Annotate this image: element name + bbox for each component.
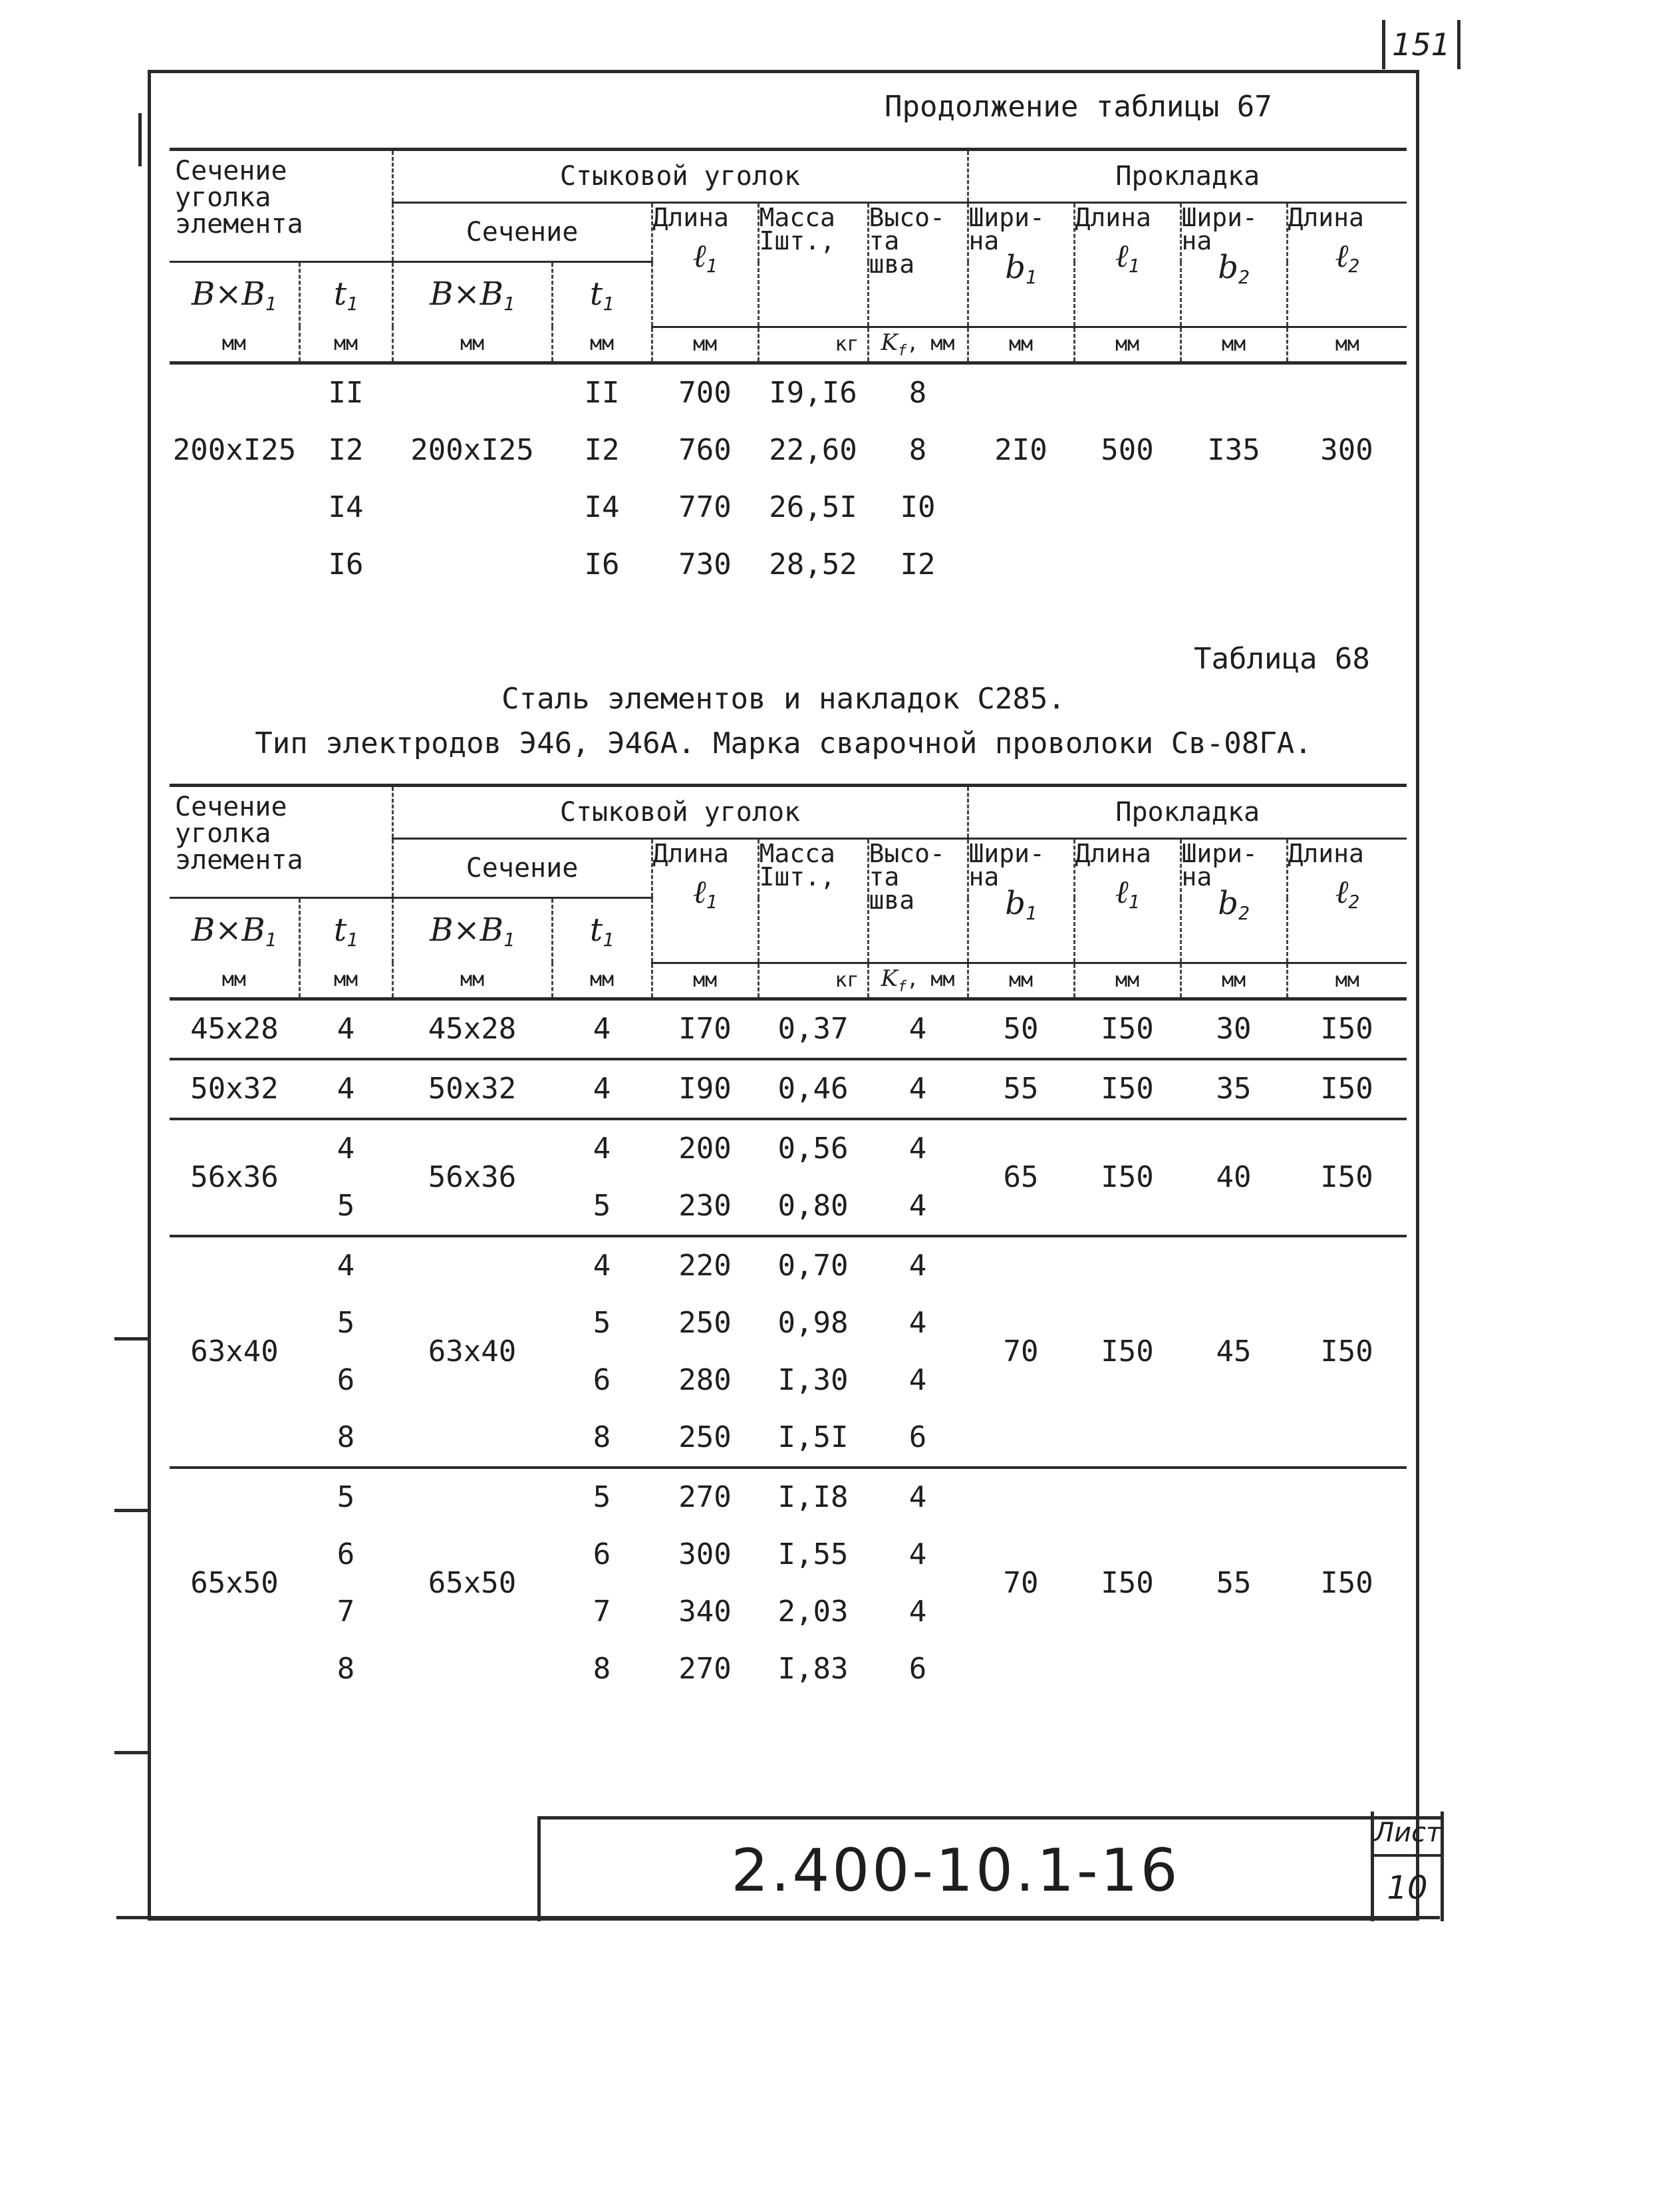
gasket-width-b1-cell	[968, 536, 1074, 593]
angle-thickness-cell: 4	[593, 1012, 611, 1046]
header-butt-angle: Стыковой уголок	[392, 150, 968, 203]
mass-cell: 0,70	[758, 1236, 868, 1295]
element-thickness-cell: 6	[337, 1537, 355, 1571]
mass-cell: I9,I6	[769, 376, 857, 410]
weld-height-cell: 4	[908, 1595, 927, 1629]
mass-cell: 2,03	[777, 1595, 849, 1629]
element-thickness-cell: 8	[337, 1420, 355, 1454]
element-thickness-cell: 4	[299, 1119, 392, 1178]
unit-mm: мм	[170, 963, 299, 999]
element-section-cell: 65x50	[170, 1468, 299, 1698]
gasket-width-b2-cell: 45	[1180, 1236, 1287, 1468]
gasket-width-b1-cell	[968, 363, 1074, 422]
header-length: Длина ℓ$_1$	[652, 839, 758, 963]
table-row	[170, 1236, 1407, 1295]
unit-mm: мм	[1074, 327, 1180, 363]
header-width-b2: Шири- на $b_2$	[1180, 839, 1287, 963]
gasket-length-l2-cell: I50	[1287, 1236, 1407, 1468]
angle-section-cell	[392, 479, 552, 536]
mass-cell: 22,60	[769, 433, 857, 467]
length-cell: 280	[678, 1363, 732, 1397]
gasket-width-b2-cell	[1180, 536, 1287, 593]
header-butt-angle: Стыковой уголок	[392, 786, 968, 839]
gasket-width-b2-cell: 55	[1180, 1468, 1287, 1698]
element-thickness-cell: 4	[337, 1012, 355, 1046]
unit-mm: мм	[968, 327, 1074, 363]
header-angle-t: $t_1$	[552, 898, 652, 963]
header-length-l1: Длина ℓ$_1$	[1074, 203, 1180, 327]
length-cell: 270	[652, 1468, 758, 1526]
unit-kf-mm: $K_f$, мм	[868, 963, 968, 999]
table-row	[170, 363, 1407, 422]
angle-thickness-cell: 8	[593, 1420, 611, 1454]
element-thickness-cell: 5	[337, 1189, 355, 1223]
element-section-cell: 200xI25	[172, 433, 297, 467]
weld-height-cell: 4	[908, 1363, 927, 1397]
gasket-width-b2-cell: 40	[1180, 1119, 1287, 1236]
gasket-width-b1-cell: 70	[968, 1468, 1074, 1698]
header-bxb: $B\times B_1$	[191, 275, 277, 315]
angle-thickness-cell: 5	[552, 1468, 652, 1526]
element-thickness-cell: 8	[337, 1652, 355, 1686]
gasket-length-l2-cell: I50	[1320, 1012, 1373, 1046]
length-cell: 200	[652, 1119, 758, 1178]
gasket-length-l2-cell: I50	[1287, 1059, 1407, 1119]
unit-mm: мм	[1074, 963, 1180, 999]
element-section-cell: 50x32	[170, 1059, 299, 1119]
unit-mm: мм	[1180, 963, 1287, 999]
mass-cell: I,55	[777, 1537, 849, 1571]
header-section: Сечение	[392, 203, 652, 262]
gasket-length-l1-cell: 500	[1101, 433, 1154, 467]
unit-kg: кг	[758, 327, 868, 363]
element-thickness-cell: I6	[328, 548, 364, 581]
table-header	[170, 150, 1407, 363]
unit-mm: мм	[652, 327, 758, 363]
header-gasket: Прокладка	[968, 786, 1407, 839]
table-68-body	[170, 999, 1407, 1698]
weld-height-cell: 4	[868, 1236, 968, 1295]
header-width-b1: Шири- на $b_1$	[968, 203, 1074, 327]
table-row	[170, 536, 1407, 593]
sheet-label: Лист	[1374, 1812, 1441, 1857]
mass-cell: I,5I	[777, 1420, 849, 1454]
angle-thickness-cell: 6	[593, 1363, 611, 1397]
element-section-cell: 63x40	[170, 1236, 299, 1468]
continuation-caption: Продолжение таблицы 67	[885, 90, 1272, 124]
gasket-length-l1-cell: I50	[1101, 1012, 1154, 1046]
margin-mark	[138, 113, 142, 166]
length-cell: 250	[678, 1306, 732, 1340]
mass-cell: 0,46	[758, 1059, 868, 1119]
element-section-cell	[170, 479, 299, 536]
length-cell: 770	[678, 490, 732, 524]
angle-thickness-cell: 6	[593, 1537, 611, 1571]
gasket-length-l2-cell	[1287, 479, 1407, 536]
table-row	[170, 422, 1407, 479]
table-68-title: Сталь элементов и накладок С285.	[501, 682, 1065, 716]
length-cell: I90	[652, 1059, 758, 1119]
length-cell: 730	[678, 548, 732, 581]
unit-mm: мм	[1180, 327, 1287, 363]
table-header	[170, 786, 1407, 999]
mass-cell: I,83	[777, 1652, 849, 1686]
mass-cell: 26,5I	[769, 490, 857, 524]
element-section-cell	[170, 536, 299, 593]
angle-thickness-cell: 4	[552, 1059, 652, 1119]
gasket-width-b1-cell: 50	[1003, 1012, 1039, 1046]
unit-mm: мм	[299, 327, 392, 363]
angle-thickness-cell: 8	[593, 1652, 611, 1686]
unit-kf-mm: $K_f$, мм	[868, 327, 968, 363]
unit-mm: мм	[1287, 963, 1407, 999]
weld-height-cell: 8	[908, 433, 927, 467]
gasket-width-b2-cell	[1180, 479, 1287, 536]
angle-thickness-cell: 7	[593, 1595, 611, 1629]
mass-cell: 0,56	[758, 1119, 868, 1178]
element-thickness-cell: 4	[299, 1059, 392, 1119]
angle-section-cell: 45x28	[428, 1012, 517, 1046]
element-thickness-cell: 4	[299, 1236, 392, 1295]
angle-thickness-cell: 4	[552, 1236, 652, 1295]
unit-mm: мм	[552, 327, 652, 363]
header-angle-bxb: $B\times B_1$	[392, 898, 552, 963]
gasket-width-b1-cell: 70	[968, 1236, 1074, 1468]
gasket-length-l1-cell: I50	[1074, 1119, 1180, 1236]
table-row	[170, 479, 1407, 536]
unit-mm: мм	[299, 963, 392, 999]
element-thickness-cell: 6	[337, 1363, 355, 1397]
element-thickness-cell: I2	[328, 433, 364, 467]
gasket-length-l1-cell: I50	[1074, 1236, 1180, 1468]
mass-cell: 28,52	[769, 548, 857, 581]
unit-mm: мм	[968, 963, 1074, 999]
length-cell: 300	[678, 1537, 732, 1571]
angle-thickness-cell: I4	[584, 490, 620, 524]
header-angle-bxb: $B\times B_1$	[392, 262, 552, 327]
weld-height-cell: 4	[868, 1119, 968, 1178]
gasket-width-b1-cell: 65	[968, 1119, 1074, 1236]
header-width-b1: Шири- на $b_1$	[968, 839, 1074, 963]
unit-mm: мм	[392, 327, 552, 363]
weld-height-cell: 8	[908, 376, 927, 410]
weld-height-cell: 4	[908, 1537, 927, 1571]
header-gasket: Прокладка	[968, 150, 1407, 203]
element-section-cell: 45x28	[190, 1012, 279, 1046]
unit-kg: кг	[758, 963, 868, 999]
header-length-l2: Длина ℓ$_2$	[1287, 203, 1407, 327]
length-cell: I70	[678, 1012, 732, 1046]
unit-mm: мм	[1287, 327, 1407, 363]
page-number: 151	[1382, 20, 1460, 69]
table-row	[170, 1119, 1407, 1178]
margin-tick	[114, 1509, 149, 1512]
gasket-length-l1-cell	[1074, 479, 1180, 536]
header-t: $t_1$	[299, 262, 392, 327]
weld-height-cell: 6	[908, 1652, 927, 1686]
element-section-cell	[170, 363, 299, 422]
title-block	[537, 1816, 1442, 1921]
weld-height-cell: I2	[900, 548, 936, 581]
header-weld-height: Высо- та шва	[868, 203, 968, 327]
header-bxb: $B\times B_1$	[191, 911, 277, 951]
header-mass: Масса Iшт.,	[758, 839, 868, 963]
element-thickness-cell: II	[328, 376, 364, 410]
weld-height-cell: 6	[908, 1420, 927, 1454]
element-thickness-cell: I4	[328, 490, 364, 524]
header-length: Длина ℓ$_1$	[652, 203, 758, 327]
table-row	[170, 999, 1407, 1059]
gasket-width-b1-cell: 2I0	[994, 433, 1047, 467]
mass-cell: I,30	[777, 1363, 849, 1397]
table-68-caption: Таблица 68	[1194, 642, 1370, 676]
element-thickness-cell: 5	[337, 1306, 355, 1340]
angle-section-cell: 63x40	[392, 1236, 552, 1468]
length-cell: 760	[678, 433, 732, 467]
weld-height-cell: 4	[908, 1012, 927, 1046]
table-68-subtitle: Тип электродов Э46, Э46А. Марка сварочной проволоки Св-08ГА.	[255, 726, 1312, 760]
sheet-box	[1371, 1812, 1444, 1921]
gasket-length-l2-cell: I50	[1287, 1468, 1407, 1698]
header-weld-height: Высо- та шва	[868, 839, 968, 963]
length-cell: 270	[678, 1652, 732, 1686]
gasket-length-l2-cell	[1287, 363, 1407, 422]
gasket-length-l2-cell: I50	[1287, 1119, 1407, 1236]
angle-thickness-cell: 4	[552, 1119, 652, 1178]
element-section-cell: 56x36	[170, 1119, 299, 1236]
angle-thickness-cell: 5	[593, 1189, 611, 1223]
angle-thickness-cell: 5	[593, 1306, 611, 1340]
gasket-width-b2-cell: 35	[1180, 1059, 1287, 1119]
angle-section-cell	[392, 363, 552, 422]
angle-thickness-cell: I6	[584, 548, 620, 581]
header-mass: Масса Iшт.,	[758, 203, 868, 327]
gasket-length-l1-cell	[1074, 536, 1180, 593]
header-angle-t: $t_1$	[552, 262, 652, 327]
length-cell: 250	[678, 1420, 732, 1454]
weld-height-cell: 4	[868, 1059, 968, 1119]
element-thickness-cell: 5	[299, 1468, 392, 1526]
drawing-code: 2.400-10.1-16	[731, 1836, 1180, 1905]
weld-height-cell: 4	[908, 1306, 927, 1340]
angle-section-cell: 200xI25	[410, 433, 534, 467]
gasket-length-l1-cell: I50	[1074, 1059, 1180, 1119]
table-67-body	[170, 363, 1407, 593]
table-row	[170, 1468, 1407, 1526]
header-width-b2: Шири- на $b_2$	[1180, 203, 1287, 327]
element-thickness-cell: 7	[337, 1595, 355, 1629]
header-section: Сечение	[392, 839, 652, 898]
mass-cell: 0,80	[777, 1189, 849, 1223]
header-t: $t_1$	[299, 898, 392, 963]
angle-section-cell: 65x50	[392, 1468, 552, 1698]
length-cell: 700	[678, 376, 732, 410]
mass-cell: I,I8	[758, 1468, 868, 1526]
sheet-number: 10	[1387, 1869, 1428, 1907]
gasket-width-b1-cell	[968, 479, 1074, 536]
unit-mm: мм	[170, 327, 299, 363]
angle-thickness-cell: I2	[584, 433, 620, 467]
gasket-width-b2-cell: 30	[1216, 1012, 1252, 1046]
table-row	[170, 1059, 1407, 1119]
margin-tick	[114, 1751, 149, 1754]
angle-section-cell	[392, 536, 552, 593]
gasket-length-l2-cell: 300	[1320, 433, 1373, 467]
unit-mm: мм	[392, 963, 552, 999]
table-68	[170, 784, 1407, 1698]
length-cell: 230	[678, 1189, 732, 1223]
mass-cell: 0,98	[777, 1306, 849, 1340]
header-length-l1: Длина ℓ$_1$	[1074, 839, 1180, 963]
gasket-width-b2-cell	[1180, 363, 1287, 422]
gasket-length-l2-cell	[1287, 536, 1407, 593]
header-length-l2: Длина ℓ$_2$	[1287, 839, 1407, 963]
unit-mm: мм	[552, 963, 652, 999]
margin-tick	[114, 1337, 149, 1341]
gasket-length-l1-cell: I50	[1074, 1468, 1180, 1698]
weld-height-cell: 4	[908, 1189, 927, 1223]
header-element-section: Сечение уголка элемента	[170, 150, 392, 262]
angle-section-cell: 50x32	[392, 1059, 552, 1119]
length-cell: 340	[678, 1595, 732, 1629]
table-67-continuation	[170, 148, 1407, 593]
mass-cell: 0,37	[777, 1012, 849, 1046]
weld-height-cell: 4	[868, 1468, 968, 1526]
weld-height-cell: I0	[900, 490, 936, 524]
gasket-length-l1-cell	[1074, 363, 1180, 422]
gasket-width-b2-cell: I35	[1207, 433, 1260, 467]
gasket-width-b1-cell: 55	[968, 1059, 1074, 1119]
angle-section-cell: 56x36	[392, 1119, 552, 1236]
angle-thickness-cell: II	[584, 376, 620, 410]
unit-mm: мм	[652, 963, 758, 999]
length-cell: 220	[652, 1236, 758, 1295]
header-element-section: Сечение уголка элемента	[170, 786, 392, 898]
